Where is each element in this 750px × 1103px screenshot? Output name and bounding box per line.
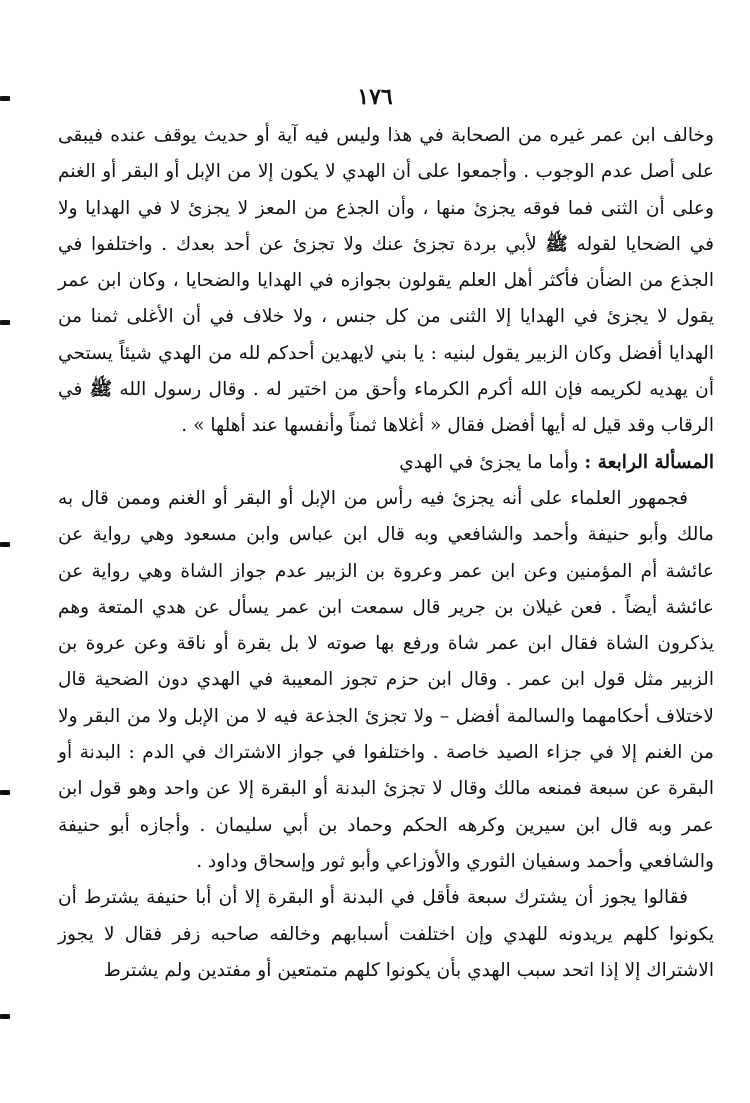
salla-symbol: ﷺ — [545, 233, 568, 255]
binding-mark — [0, 1014, 10, 1019]
paragraph-3: فجمهور العلماء على أنه يجزئ فيه رأس من الإبل أو البقر أو الغنم وممن قال به مالك وأبو حنيفة وأحمد والشافعي وبه قال ابن عباس وابن مسعود وهي رواية عن عائشة أم المؤمنين وعن ابن عمر وعروة بن الزبير عدم جواز الشاة وهي رواية عن عائشة أيضاً . فعن غيلان بن جرير قال سمعت ابن عمر يسأل عن هدي المتعة وهم يذكرون الشاة فقال ابن عمر شاة ورفع بها صوته لا بل بقرة أو ناقة وعن عروة بن الزبير مثل قول ابن عمر . وقال ابن حزم تجوز المعيبة في الهدي دون الضحية قال لاختلاف أحكامهما والسالمة أفضل – ولا تجزئ الجذعة فيه لا من الإبل ولا من البقر ولا من الغنم إلا في جزاء الصيد خاصة . واختلفوا في جواز الاشتراك في الدم : البدنة أو البقرة عن سبعة فمنعه مالك وقال لا تجزئ البدنة أو البقرة إلا عن واحد وهو قول ابن عمر وبه قال ابن سيرين وكرهه الحكم وحماد بن أبي سليمان . وأجازه أبو حنيفة والشافعي وأحمد وسفيان الثوري والأوزاعي وأبو ثور وإسحاق وداود . — [58, 487, 714, 872]
salla-symbol: ﷺ — [89, 379, 113, 401]
binding-mark — [0, 96, 10, 101]
binding-mark — [0, 542, 10, 547]
page-number: ١٧٦ — [357, 84, 393, 110]
paragraph-1 — [58, 118, 714, 445]
paragraph-1-part-2: لأبي بردة تجزئ عنك ولا تجزئ عن أحد بعدك . واختلفوا في الجذع من الضأن فأكثر أهل العلم يقولون بجوازه في الهدايا والضحايا ، وكان ابن عمر يقول لا يجزئ في الهدايا إلا الثنى من كل جنس ، ولا خلاف في أن الأغلى ثمنا من الهدايا أفضل وكان الزبير يقول لبنيه : يا بني لايهدين أحدكم لله من الهدي شيئاً يستحي أن يهديه لكريمه فإن الله أكرم الكرماء وأحق من اختير له . وقال رسول الله — [58, 233, 714, 401]
binding-mark — [0, 790, 10, 795]
section-heading-label: المسألة الرابعة : — [584, 451, 714, 473]
section-heading-text: وأما ما يجزئ في الهدي — [399, 451, 585, 473]
paragraph-1-part-3: في الرقاب وقد قيل له أيها أفضل فقال « أغلاها ثمناً وأنفسها عند أهلها » . — [58, 379, 714, 437]
section-heading — [58, 445, 714, 481]
binding-mark — [0, 320, 10, 325]
paragraph-4: فقالوا يجوز أن يشترك سبعة فأقل في البدنة أو البقرة إلا أن أبا حنيفة يشترط أن يكونوا كلهم يريدونه للهدي وإن اختلفت أسبابهم وخالفه صاحبه زفر فقال لا يجوز الاشتراك إلا إذا اتحد سبب الهدي بأن يكونوا كلهم متمتعين أو مفتدين ولم يشترط — [58, 887, 714, 981]
paragraph-1-part-1: وخالف ابن عمر غيره من الصحابة في هذا وليس فيه آية أو حديث يوقف عنده فيبقى على أصل عدم الوجوب . وأجمعوا على أن الهدي لا يكون إلا من الإبل أو البقر أو الغنم وعلى أن الثنى فما فوقه يجزئ منها ، وأن الجذع من المعز لا يجزئ لا في الهدايا ولا في الضحايا لقوله — [58, 125, 714, 255]
page-text — [58, 118, 714, 989]
